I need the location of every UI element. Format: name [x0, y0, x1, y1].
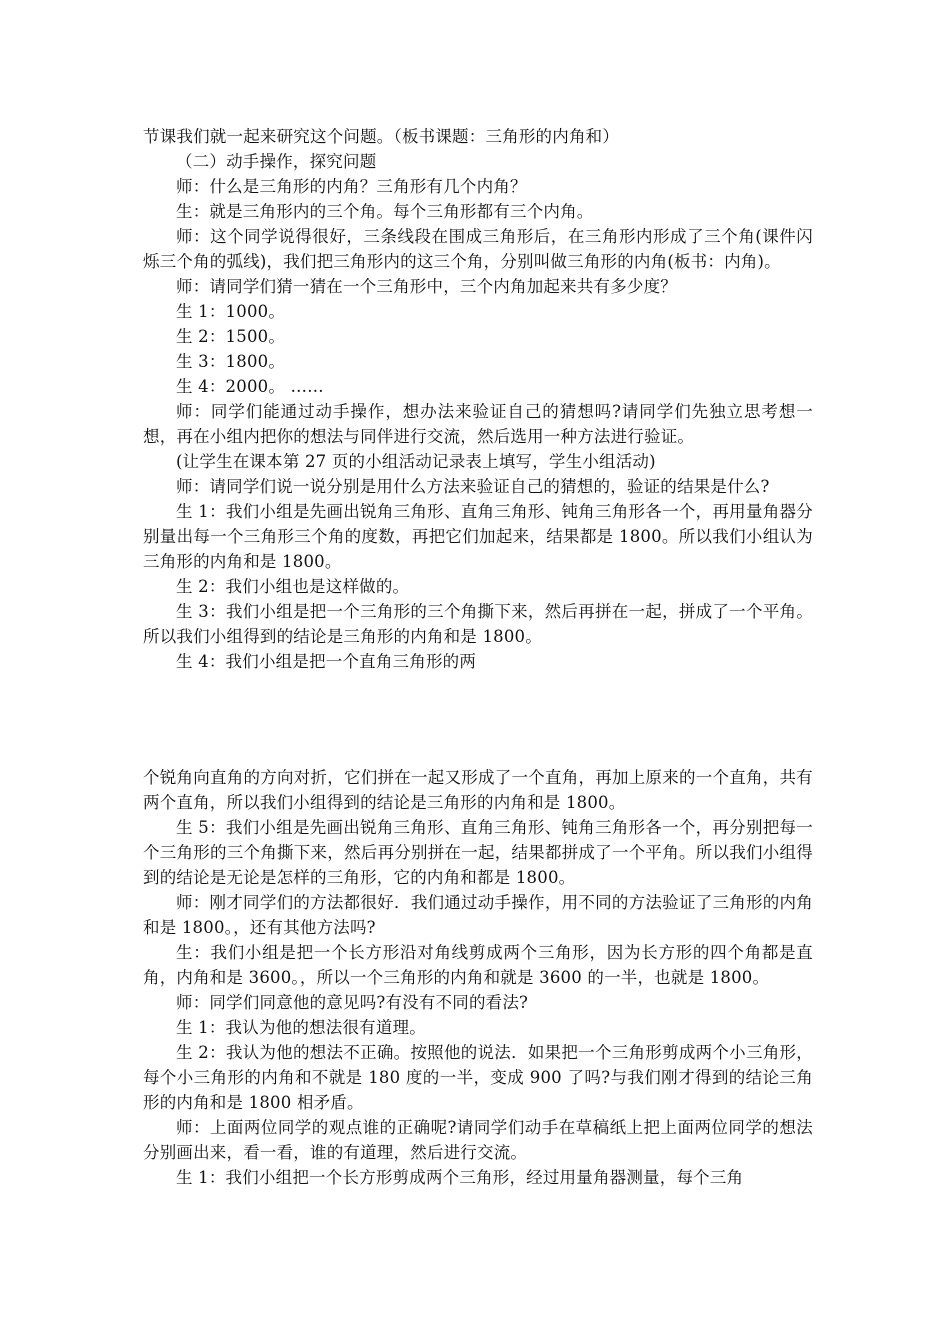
paragraph: 师：请同学们猜一猜在一个三角形中，三个内角加起来共有多少度？ [176, 277, 677, 296]
paragraph: 生 4：我们小组是把一个直角三角形的两 [176, 652, 477, 671]
paragraph: 个锐角向直角的方向对折，它们拼在一起又形成了一个直角，再加上原来的一个直角，共有两个直角，所以我们小组得到的结论是三角形的内角和是 1800。 [143, 768, 813, 812]
paragraph: 师：请同学们说一说分别是用什么方法来验证自己的猜想的，验证的结果是什么? [176, 477, 770, 496]
paragraph: 生 4：2000。 …… [176, 377, 324, 396]
paragraph: 生 3：1800。 [176, 352, 286, 371]
paragraph: 生 2：我们小组也是这样做的。 [176, 577, 410, 596]
paragraph: 生 2：我认为他的想法不正确。按照他的说法．如果把一个三角形剪成两个小三角形，每个小三角形的内角和不就是 180 度的一半，变成 900 了吗?与我们刚才得到的结论三角形的内角和是 1800 相矛盾。 [143, 1043, 813, 1112]
text-section-1 [143, 124, 813, 674]
paragraph: 节课我们就一起来研究这个问题。（板书课题：三角形的内角和） [143, 127, 620, 146]
paragraph: 生 2：1500。 [176, 327, 286, 346]
paragraph: 生 1：1000。 [176, 302, 286, 321]
paragraph: (让学生在课本第 27 页的小组活动记录表上填写，学生小组活动) [176, 452, 656, 471]
paragraph: 生 1：我们小组把一个长方形剪成两个三角形，经过用量角器测量，每个三角 [176, 1168, 744, 1187]
paragraph: 生：就是三角形内的三个角。每个三角形都有三个内角。 [176, 202, 594, 221]
paragraph: 师：这个同学说得很好，三条线段在围成三角形后，在三角形内形成了三个角(课件闪烁三个角的弧线)，我们把三角形内的这三个角，分别叫做三角形的内角(板书：内角)。 [143, 227, 813, 271]
text-section-2 [143, 765, 813, 1190]
paragraph: 师：什么是三角形的内角？三角形有几个内角？ [176, 177, 527, 196]
paragraph: 生 1：我认为他的想法很有道理。 [176, 1018, 426, 1037]
paragraph: 师：同学们同意他的意见吗?有没有不同的看法? [176, 993, 529, 1012]
paragraph: 生：我们小组是把一个长方形沿对角线剪成两个三角形，因为长方形的四个角都是直角，内角和是 3600。，所以一个三角形的内角和就是 3600 的一半，也就是 1800。 [143, 943, 813, 987]
paragraph: 师：同学们能通过动手操作，想办法来验证自己的猜想吗?请同学们先独立思考想一想，再在小组内把你的想法与同伴进行交流，然后选用一种方法进行验证。 [143, 402, 813, 446]
paragraph: 生 1：我们小组是先画出锐角三角形、直角三角形、钝角三角形各一个，再用量角器分别量出每一个三角形三个角的度数，再把它们加起来，结果都是 1800。所以我们小组认为三角形的内角和是 1800。 [143, 502, 813, 571]
paragraph: （二）动手操作，探究问题 [176, 152, 377, 171]
paragraph: 生 3：我们小组是把一个三角形的三个角撕下来，然后再拼在一起，拼成了一个平角。所以我们小组得到的结论是三角形的内角和是 1800。 [143, 602, 813, 646]
paragraph: 师：上面两位同学的观点谁的正确呢?请同学们动手在草稿纸上把上面两位同学的想法分别画出来，看一看，谁的有道理，然后进行交流。 [143, 1118, 813, 1162]
paragraph: 生 5：我们小组是先画出锐角三角形、直角三角形、钝角三角形各一个，再分别把每一个三角形的三个角撕下来，然后再分别拼在一起，结果都拼成了一个平角。所以我们小组得到的结论是无论是怎样的三角形，它的内角和都是 1800。 [143, 818, 813, 887]
paragraph: 师：刚才同学们的方法都很好．我们通过动手操作，用不同的方法验证了三角形的内角和是 1800。，还有其他方法吗? [143, 893, 813, 937]
